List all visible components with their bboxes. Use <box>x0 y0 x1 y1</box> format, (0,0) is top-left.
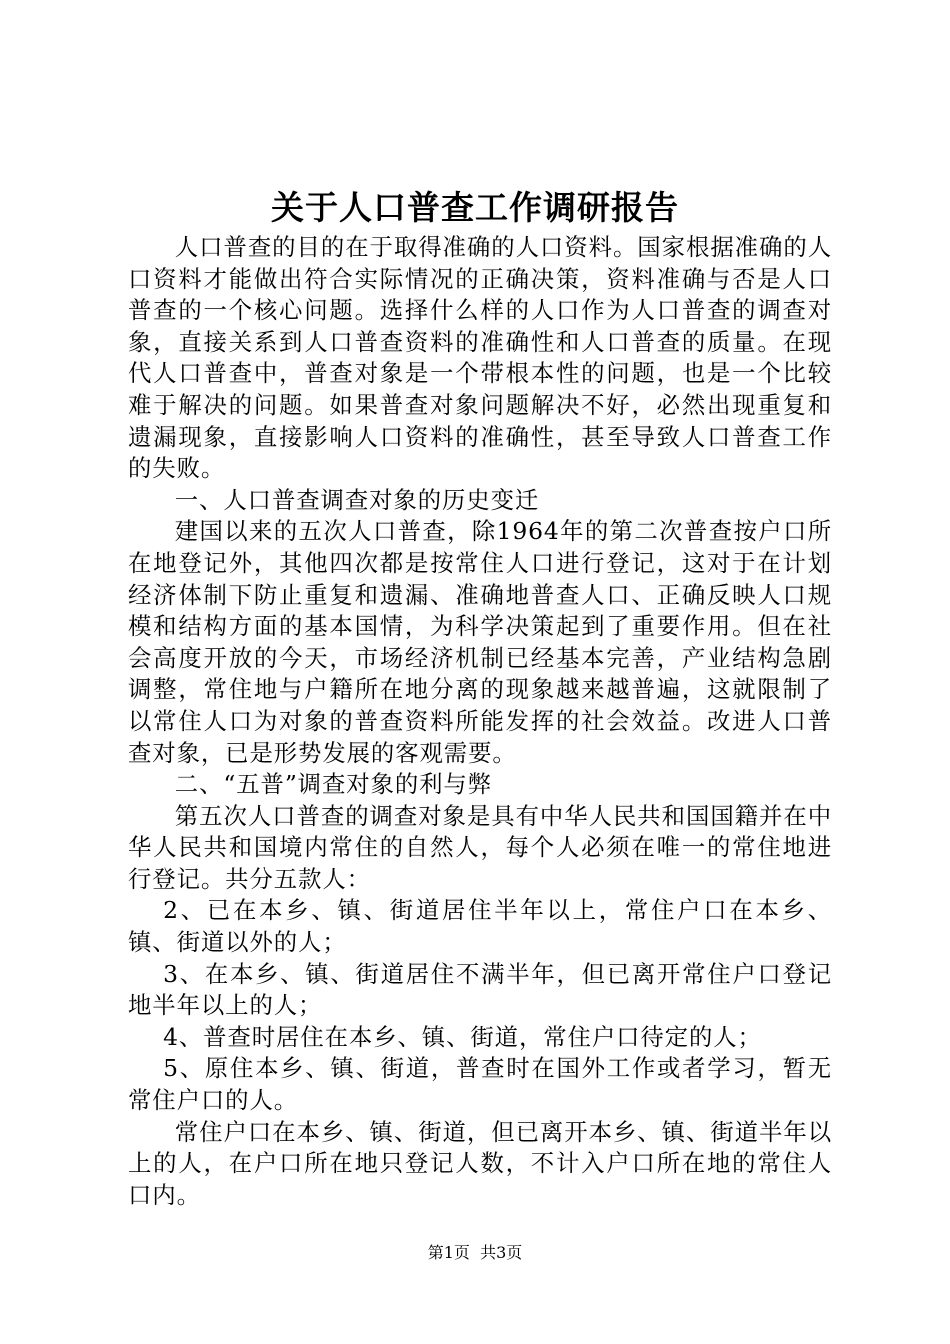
list-item-4: 4、普查时居住在本乡、镇、街道，常住户口待定的人； <box>163 1022 762 1051</box>
document-title: 关于人口普查工作调研报告 <box>271 188 679 227</box>
paragraph-history: 建国以来的五次人口普查，除1964年的第二次普查按户口所在地登记外，其他四次都是按常住人口进行登记，这对于在计划经济体制下防止重复和遗漏、准确地普查人口、正确反映人口规模和结构方面的基本国情，为科学决策起到了重要作用。但在社会高度开放的今天，市场经济机制已经基本完善，产业结构急剧调整，常住地与户籍所在地分离的现象越来越普遍，这就限制了以常住人口为对象的普查资料所能发挥的社会效益。改进人口普查对象，已是形势发展的客观需要。 <box>128 517 832 767</box>
list-item-5: 5、原住本乡、镇、街道，普查时在国外工作或者学习，暂无常住户口的人。 <box>128 1054 832 1115</box>
page-footer <box>0 1242 950 1264</box>
section-heading-1: 一、人口普查调查对象的历史变迁 <box>174 485 540 514</box>
paragraph-fifth-census: 第五次人口普查的调查对象是具有中华人民共和国国籍并在中华人民共和国境内常住的自然人，每个人必须在唯一的常住地进行登记。共分五款人： <box>128 801 832 893</box>
page-total: 共3页 <box>480 1243 523 1262</box>
page-number: 第1页 <box>427 1243 470 1262</box>
paragraph-registered-residence: 常住户口在本乡、镇、街道，但已离开本乡、镇、街道半年以上的人，在户口所在地只登记人数，不计入户口所在地的常住人口内。 <box>128 1117 832 1209</box>
list-item-2: 2、已在本乡、镇、街道居住半年以上，常住户口在本乡、镇、街道以外的人； <box>128 896 832 957</box>
paragraph-intro: 人口普查的目的在于取得准确的人口资料。国家根据准确的人口资料才能做出符合实际情况的正确决策，资料准确与否是人口普查的一个核心问题。选择什么样的人口作为人口普查的调查对象，直接关系到人口普查资料的准确性和人口普查的质量。在现代人口普查中，普查对象是一个带根本性的问题，也是一个比较难于解决的问题。如果普查对象问题解决不好，必然出现重复和遗漏现象，直接影响人口资料的准确性，甚至导致人口普查工作的失败。 <box>128 233 832 483</box>
document-body <box>128 232 832 1211</box>
section-heading-2: 二、“五普”调查对象的利与弊 <box>174 770 492 799</box>
list-item-3: 3、在本乡、镇、街道居住不满半年，但已离开常住户口登记地半年以上的人； <box>128 959 832 1020</box>
